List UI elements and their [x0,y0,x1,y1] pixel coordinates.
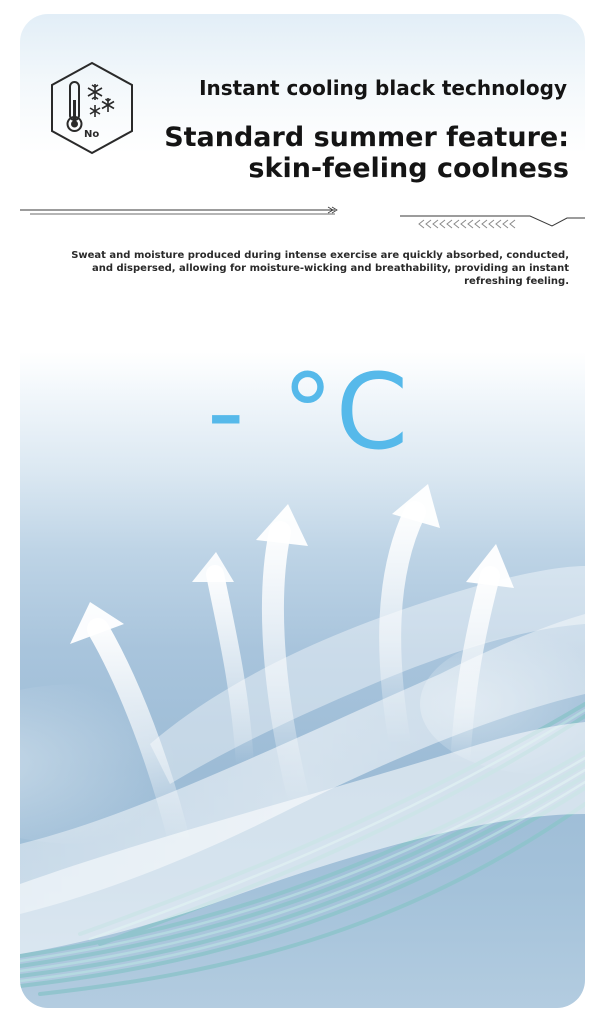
feature-description: Sweat and moisture produced during intense exercise are quickly absorbed, conducted, and dispersed, allowing for moisture-wicking and breathability, providing an instant refreshing feeling. [71,250,569,287]
badge-label: No [84,129,100,140]
feature-title: Standard summer feature: skin-feeling coolness [164,122,569,184]
decorative-divider [20,200,585,230]
product-feature-card [20,14,585,1008]
temperature-drop-label: - °C [207,351,411,473]
feature-subtitle: Instant cooling black technology [199,76,567,100]
thermometer-snowflake-icon [48,60,136,156]
